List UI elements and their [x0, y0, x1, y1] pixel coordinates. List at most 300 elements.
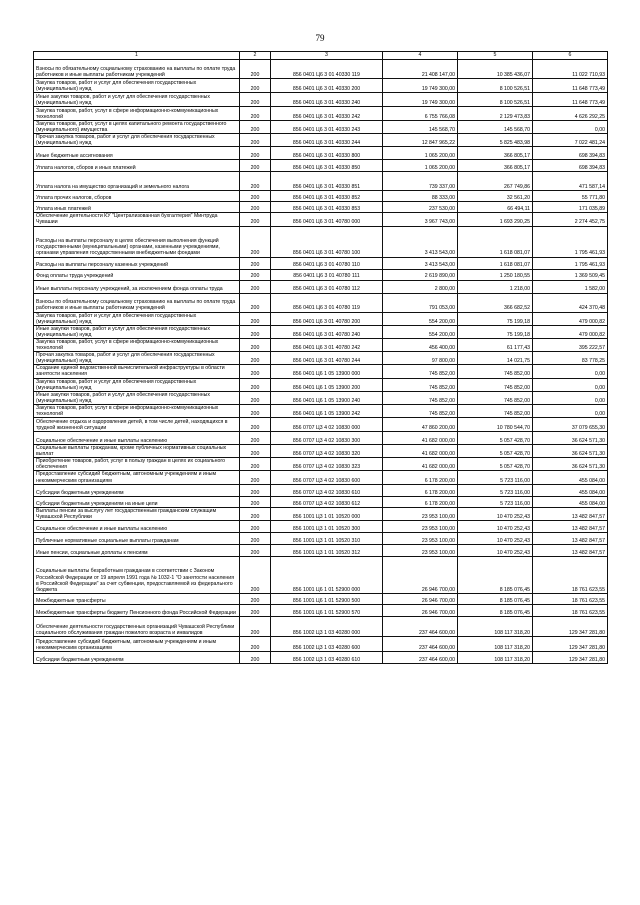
- row-kbk-cell: 856 1001 Ц3 1 01 10520 000: [271, 507, 383, 520]
- row-fact-cell: 75 199,18: [458, 312, 533, 325]
- table-row: [34, 365, 608, 378]
- row-kbk-cell: 856 0401 Ц6 3 01 40330 852: [271, 191, 383, 202]
- row-fact-cell: 1 693 290,25: [458, 213, 533, 226]
- row-fact-cell: 5 057 428,70: [458, 445, 533, 458]
- row-name-cell: Обеспечение деятельности КУ "Централизованная бухгалтерия" Минтруда Чувашии: [34, 213, 240, 226]
- row-kbk-cell: 856 1001 Ц3 1 01 10520 300: [271, 520, 383, 532]
- row-kbk-cell: 856 0401 Ц6 3 01 40780 119: [271, 293, 383, 312]
- row-fact-cell: 8 185 076,45: [458, 593, 533, 604]
- table-row: [34, 172, 608, 191]
- table-row: [34, 616, 608, 636]
- row-name-cell: Уплата налога на имущество организаций и земельного налога: [34, 172, 240, 191]
- row-code-cell: 200: [240, 257, 271, 269]
- row-rest-cell: 698 394,83: [533, 147, 608, 160]
- row-name-cell: Социальное обеспечение и иные выплаты населению: [34, 520, 240, 532]
- row-plan-cell: 2 800,00: [383, 280, 458, 293]
- table-row: [34, 202, 608, 213]
- row-code-cell: 200: [240, 484, 271, 496]
- row-name-cell: Взносы по обязательному социальному страхованию на выплаты по оплате труда работников и иные выплаты работникам учреждений: [34, 60, 240, 79]
- row-name-cell: Закупка товаров, работ и услуг для обеспечения государственных (муниципальных) нужд: [34, 378, 240, 391]
- row-name-cell: Обеспечение деятельности государственных организаций Чувашской Республики социального обслуживания граждан пожилого возраста и инвалидов: [34, 616, 240, 636]
- row-plan-cell: 745 852,00: [383, 404, 458, 417]
- row-fact-cell: 108 117 318,20: [458, 651, 533, 663]
- row-fact-cell: 267 749,86: [458, 172, 533, 191]
- row-name-cell: Иные закупки товаров, работ и услуг для обеспечения государственных (муниципальных) нужд: [34, 391, 240, 404]
- row-code-cell: 200: [240, 378, 271, 391]
- row-code-cell: 200: [240, 60, 271, 79]
- row-kbk-cell: 856 0401 Ц6 3 01 40780 244: [271, 352, 383, 365]
- row-rest-cell: 13 482 847,57: [533, 520, 608, 532]
- row-code-cell: 200: [240, 147, 271, 160]
- row-rest-cell: 36 624 571,30: [533, 445, 608, 458]
- row-code-cell: 200: [240, 458, 271, 471]
- row-name-cell: Фонд оплаты труда учреждений: [34, 269, 240, 280]
- row-kbk-cell: 856 0401 Ц6 3 01 40330 853: [271, 202, 383, 213]
- row-rest-cell: 4 626 292,25: [533, 107, 608, 121]
- row-kbk-cell: 856 0707 Ц3 4 02 10830 610: [271, 484, 383, 496]
- row-plan-cell: 237 464 600,00: [383, 636, 458, 651]
- header-cell: 6: [533, 52, 608, 60]
- table-row: [34, 458, 608, 471]
- row-name-cell: Социальные выплаты гражданам, кроме публичных нормативных социальных выплат: [34, 445, 240, 458]
- table-row: [34, 269, 608, 280]
- row-code-cell: 200: [240, 338, 271, 351]
- row-fact-cell: 5 723 116,00: [458, 496, 533, 507]
- row-kbk-cell: 856 1001 Ц6 1 01 52900 570: [271, 604, 383, 616]
- row-rest-cell: 171 035,89: [533, 202, 608, 213]
- row-code-cell: 200: [240, 352, 271, 365]
- row-rest-cell: 13 482 847,57: [533, 532, 608, 544]
- table-row: [34, 532, 608, 544]
- row-plan-cell: 21 408 147,00: [383, 60, 458, 79]
- row-kbk-cell: 856 1002 Ц3 1 03 40280 000: [271, 616, 383, 636]
- row-fact-cell: 108 117 318,20: [458, 636, 533, 651]
- row-plan-cell: 41 682 000,00: [383, 432, 458, 445]
- row-fact-cell: 745 852,00: [458, 404, 533, 417]
- row-rest-cell: 479 000,82: [533, 325, 608, 338]
- row-rest-cell: 0,00: [533, 121, 608, 134]
- row-fact-cell: 1 250 180,55: [458, 269, 533, 280]
- row-code-cell: 200: [240, 107, 271, 121]
- table-row: [34, 121, 608, 134]
- row-kbk-cell: 856 0401 Ц6 3 01 40330 244: [271, 134, 383, 147]
- row-code-cell: 200: [240, 604, 271, 616]
- row-rest-cell: 455 084,00: [533, 496, 608, 507]
- table-row: [34, 93, 608, 107]
- row-plan-cell: 88 333,00: [383, 191, 458, 202]
- row-plan-cell: 6 755 766,08: [383, 107, 458, 121]
- row-plan-cell: 6 178 200,00: [383, 496, 458, 507]
- row-kbk-cell: 856 0401 Ц6 3 01 40780 240: [271, 325, 383, 338]
- row-code-cell: 200: [240, 556, 271, 593]
- row-name-cell: Публичные нормативные социальные выплаты гражданам: [34, 532, 240, 544]
- row-name-cell: Субсидии бюджетным учреждениям: [34, 484, 240, 496]
- row-rest-cell: 18 761 623,55: [533, 593, 608, 604]
- row-kbk-cell: 856 1002 Ц3 1 03 40280 610: [271, 651, 383, 663]
- table-row: [34, 604, 608, 616]
- row-kbk-cell: 856 0401 Ц6 3 01 40780 110: [271, 257, 383, 269]
- table-row: [34, 60, 608, 79]
- row-code-cell: 200: [240, 93, 271, 107]
- row-plan-cell: 23 953 100,00: [383, 544, 458, 556]
- row-plan-cell: 23 953 100,00: [383, 532, 458, 544]
- row-code-cell: 200: [240, 191, 271, 202]
- row-fact-cell: 5 723 116,00: [458, 484, 533, 496]
- row-code-cell: 200: [240, 280, 271, 293]
- row-rest-cell: 2 274 452,75: [533, 213, 608, 226]
- table-row: [34, 352, 608, 365]
- row-plan-cell: 237 464 600,00: [383, 616, 458, 636]
- row-code-cell: 200: [240, 496, 271, 507]
- row-fact-cell: 1 618 081,07: [458, 226, 533, 257]
- table-row: [34, 445, 608, 458]
- header-row: [34, 52, 608, 60]
- row-code-cell: 200: [240, 593, 271, 604]
- row-code-cell: 200: [240, 520, 271, 532]
- row-name-cell: Закупка товаров, работ и услуг для обеспечения государственных (муниципальных) нужд: [34, 312, 240, 325]
- row-rest-cell: 1 795 461,93: [533, 257, 608, 269]
- header-cell: 2: [240, 52, 271, 60]
- row-fact-cell: 366 805,17: [458, 147, 533, 160]
- row-fact-cell: 10 470 252,43: [458, 520, 533, 532]
- row-rest-cell: 83 778,25: [533, 352, 608, 365]
- row-rest-cell: 395 222,57: [533, 338, 608, 351]
- table-row: [34, 636, 608, 651]
- table-row: [34, 280, 608, 293]
- row-rest-cell: 7 022 481,24: [533, 134, 608, 147]
- row-plan-cell: 237 464 600,00: [383, 651, 458, 663]
- row-kbk-cell: 856 0401 Ц6 3 01 40330 240: [271, 93, 383, 107]
- row-name-cell: Выплаты пенсии за выслугу лет государственным гражданским служащим Чувашской Республики: [34, 507, 240, 520]
- row-kbk-cell: 856 1001 Ц6 1 01 52900 500: [271, 593, 383, 604]
- table-row: [34, 257, 608, 269]
- row-plan-cell: 739 337,00: [383, 172, 458, 191]
- row-fact-cell: 745 852,00: [458, 365, 533, 378]
- row-plan-cell: 23 953 100,00: [383, 507, 458, 520]
- table-row: [34, 134, 608, 147]
- row-code-cell: 200: [240, 172, 271, 191]
- row-code-cell: 200: [240, 636, 271, 651]
- row-code-cell: 200: [240, 404, 271, 417]
- table-row: [34, 391, 608, 404]
- row-fact-cell: 108 117 318,20: [458, 616, 533, 636]
- row-rest-cell: 479 000,82: [533, 312, 608, 325]
- row-rest-cell: 0,00: [533, 404, 608, 417]
- row-fact-cell: 1 618 081,07: [458, 257, 533, 269]
- row-plan-cell: 237 530,00: [383, 202, 458, 213]
- row-name-cell: Закупка товаров, работ, услуг в сфере информационно-коммуникационных технологий: [34, 338, 240, 351]
- row-name-cell: Приобретение товаров, работ, услуг в пользу граждан в целях их социального обеспечения: [34, 458, 240, 471]
- table-row: [34, 651, 608, 663]
- row-fact-cell: 8 100 526,51: [458, 93, 533, 107]
- table-row: [34, 191, 608, 202]
- row-plan-cell: 6 178 200,00: [383, 484, 458, 496]
- row-code-cell: 200: [240, 391, 271, 404]
- row-kbk-cell: 856 0401 Ц6 3 01 40780 000: [271, 213, 383, 226]
- table-row: [34, 520, 608, 532]
- row-name-cell: Расходы на выплаты персоналу казенных учреждений: [34, 257, 240, 269]
- row-rest-cell: 129 347 281,80: [533, 616, 608, 636]
- row-kbk-cell: 856 0707 Ц3 4 02 10830 000: [271, 418, 383, 432]
- row-rest-cell: 1 369 509,45: [533, 269, 608, 280]
- row-rest-cell: 13 482 847,57: [533, 507, 608, 520]
- row-code-cell: 200: [240, 651, 271, 663]
- row-fact-cell: 5 723 116,00: [458, 471, 533, 484]
- row-plan-cell: 19 749 300,00: [383, 93, 458, 107]
- row-plan-cell: 41 682 000,00: [383, 458, 458, 471]
- row-kbk-cell: 856 0401 Ц6 3 01 40330 119: [271, 60, 383, 79]
- table-row: [34, 544, 608, 556]
- row-plan-cell: 6 178 200,00: [383, 471, 458, 484]
- row-rest-cell: 129 347 281,80: [533, 651, 608, 663]
- table-row: [34, 484, 608, 496]
- row-code-cell: 200: [240, 269, 271, 280]
- row-kbk-cell: 856 0707 Ц3 4 02 10830 612: [271, 496, 383, 507]
- row-rest-cell: 18 761 623,55: [533, 556, 608, 593]
- row-plan-cell: 554 200,00: [383, 312, 458, 325]
- row-fact-cell: 32 561,20: [458, 191, 533, 202]
- row-fact-cell: 366 682,52: [458, 293, 533, 312]
- header-cell: 3: [271, 52, 383, 60]
- row-rest-cell: 11 648 773,49: [533, 79, 608, 93]
- row-name-cell: Закупка товаров, работ, услуг в целях капитального ремонта государственного (муниципального) имущества: [34, 121, 240, 134]
- row-name-cell: Социальное обеспечение и иные выплаты населению: [34, 432, 240, 445]
- row-fact-cell: 745 852,00: [458, 391, 533, 404]
- row-kbk-cell: 856 0401 Ц6 3 01 40330 850: [271, 160, 383, 172]
- row-code-cell: 200: [240, 325, 271, 338]
- header-cell: 1: [34, 52, 240, 60]
- row-kbk-cell: 856 0401 Ц6 3 01 40780 242: [271, 338, 383, 351]
- row-fact-cell: 745 852,00: [458, 378, 533, 391]
- row-plan-cell: 12 847 965,22: [383, 134, 458, 147]
- row-name-cell: Расходы на выплаты персоналу в целях обеспечения выполнения функций государственными (муниципальными) органами, казенными учреждениями, органами управления государственными внебюджетными фондами: [34, 226, 240, 257]
- row-code-cell: 200: [240, 532, 271, 544]
- row-code-cell: 200: [240, 293, 271, 312]
- row-rest-cell: 55 771,80: [533, 191, 608, 202]
- row-name-cell: Закупка товаров, работ, услуг в сфере информационно-коммуникационных технологий: [34, 107, 240, 121]
- row-fact-cell: 10 470 252,43: [458, 544, 533, 556]
- row-rest-cell: 471 587,14: [533, 172, 608, 191]
- row-rest-cell: 11 648 773,49: [533, 93, 608, 107]
- row-kbk-cell: 856 0401 Ц6 3 01 40330 851: [271, 172, 383, 191]
- row-code-cell: 200: [240, 202, 271, 213]
- row-fact-cell: 10 470 252,43: [458, 507, 533, 520]
- row-plan-cell: 47 860 200,00: [383, 418, 458, 432]
- row-kbk-cell: 856 0401 Ц6 3 01 40330 200: [271, 79, 383, 93]
- row-name-cell: Иные пенсии, социальные доплаты к пенсиям: [34, 544, 240, 556]
- row-code-cell: 200: [240, 213, 271, 226]
- row-rest-cell: 1 795 461,93: [533, 226, 608, 257]
- row-rest-cell: 36 624 571,30: [533, 458, 608, 471]
- table-row: [34, 418, 608, 432]
- row-plan-cell: 145 568,70: [383, 121, 458, 134]
- row-code-cell: 200: [240, 312, 271, 325]
- row-kbk-cell: 856 0401 Ц6 3 01 40780 100: [271, 226, 383, 257]
- row-code-cell: 200: [240, 121, 271, 134]
- row-plan-cell: 456 400,00: [383, 338, 458, 351]
- table-row: [34, 312, 608, 325]
- row-fact-cell: 5 057 428,70: [458, 458, 533, 471]
- row-name-cell: Закупка товаров, работ, услуг в сфере информационно-коммуникационных технологий: [34, 404, 240, 417]
- row-kbk-cell: 856 0401 Ц6 3 01 40330 242: [271, 107, 383, 121]
- row-kbk-cell: 856 0401 Ц6 3 01 40780 200: [271, 312, 383, 325]
- row-plan-cell: 2 619 890,00: [383, 269, 458, 280]
- row-name-cell: Уплата иных платежей: [34, 202, 240, 213]
- row-code-cell: 200: [240, 616, 271, 636]
- row-kbk-cell: 856 0401 Ц6 1 05 13900 242: [271, 404, 383, 417]
- row-plan-cell: 97 800,00: [383, 352, 458, 365]
- row-kbk-cell: 856 1001 Ц6 1 01 52900 000: [271, 556, 383, 593]
- table-row: [34, 556, 608, 593]
- row-name-cell: Иные бюджетные ассигнования: [34, 147, 240, 160]
- row-fact-cell: 8 185 076,45: [458, 604, 533, 616]
- table-row: [34, 293, 608, 312]
- row-plan-cell: 1 065 200,00: [383, 147, 458, 160]
- row-code-cell: 200: [240, 160, 271, 172]
- row-plan-cell: 745 852,00: [383, 378, 458, 391]
- table-row: [34, 432, 608, 445]
- row-fact-cell: 1 218,00: [458, 280, 533, 293]
- table-row: [34, 325, 608, 338]
- row-plan-cell: 26 946 700,00: [383, 604, 458, 616]
- row-plan-cell: 3 413 543,00: [383, 226, 458, 257]
- row-kbk-cell: 856 0401 Ц6 3 01 40780 112: [271, 280, 383, 293]
- row-plan-cell: 23 953 100,00: [383, 520, 458, 532]
- row-plan-cell: 791 053,00: [383, 293, 458, 312]
- row-plan-cell: 554 200,00: [383, 325, 458, 338]
- row-name-cell: Создание единой ведомственной вычислительной инфраструктуры в области занятости населения: [34, 365, 240, 378]
- row-name-cell: Обеспечение отдыха и оздоровления детей, в том числе детей, находящихся в трудной жизненной ситуации: [34, 418, 240, 432]
- row-kbk-cell: 856 0401 Ц6 3 01 40330 243: [271, 121, 383, 134]
- row-kbk-cell: 856 1001 Ц3 1 01 10520 310: [271, 532, 383, 544]
- row-name-cell: Прочая закупка товаров, работ и услуг для обеспечения государственных (муниципальных) нужд: [34, 352, 240, 365]
- row-rest-cell: 129 347 281,80: [533, 636, 608, 651]
- row-kbk-cell: 856 0401 Ц6 1 05 13900 200: [271, 378, 383, 391]
- row-name-cell: Субсидии бюджетным учреждениям: [34, 651, 240, 663]
- row-rest-cell: 0,00: [533, 378, 608, 391]
- row-rest-cell: 1 582,00: [533, 280, 608, 293]
- row-plan-cell: 26 946 700,00: [383, 556, 458, 593]
- row-name-cell: Предоставление субсидий бюджетным, автономным учреждениям и иным некоммерческим организациям: [34, 471, 240, 484]
- table-row: [34, 160, 608, 172]
- table-row: [34, 507, 608, 520]
- row-fact-cell: 61 177,43: [458, 338, 533, 351]
- row-code-cell: 200: [240, 134, 271, 147]
- row-kbk-cell: 856 0401 Ц6 3 01 40330 800: [271, 147, 383, 160]
- row-kbk-cell: 856 0401 Ц6 1 05 13900 000: [271, 365, 383, 378]
- table-row: [34, 338, 608, 351]
- row-plan-cell: 3 967 743,00: [383, 213, 458, 226]
- table-row: [34, 226, 608, 257]
- row-kbk-cell: 856 0707 Ц3 4 02 10830 320: [271, 445, 383, 458]
- table-row: [34, 471, 608, 484]
- row-plan-cell: 745 852,00: [383, 365, 458, 378]
- row-plan-cell: 745 852,00: [383, 391, 458, 404]
- row-rest-cell: 455 084,00: [533, 484, 608, 496]
- row-fact-cell: 75 199,18: [458, 325, 533, 338]
- row-fact-cell: 10 470 252,43: [458, 532, 533, 544]
- row-name-cell: Межбюджетные трансферты: [34, 593, 240, 604]
- row-rest-cell: 11 022 710,93: [533, 60, 608, 79]
- table-row: [34, 79, 608, 93]
- budget-execution-table: [33, 51, 608, 664]
- row-rest-cell: 36 624 571,30: [533, 432, 608, 445]
- row-name-cell: Субсидии бюджетным учреждениям на иные цели: [34, 496, 240, 507]
- row-name-cell: Закупка товаров, работ и услуг для обеспечения государственных (муниципальных) нужд: [34, 79, 240, 93]
- row-fact-cell: 2 129 473,83: [458, 107, 533, 121]
- row-kbk-cell: 856 0401 Ц6 3 01 40780 111: [271, 269, 383, 280]
- row-fact-cell: 145 568,70: [458, 121, 533, 134]
- row-rest-cell: 37 079 655,30: [533, 418, 608, 432]
- row-code-cell: 200: [240, 418, 271, 432]
- row-fact-cell: 5 825 483,98: [458, 134, 533, 147]
- row-fact-cell: 14 021,75: [458, 352, 533, 365]
- row-plan-cell: 1 065 200,00: [383, 160, 458, 172]
- row-rest-cell: 455 084,00: [533, 471, 608, 484]
- row-kbk-cell: 856 1002 Ц3 1 03 40280 600: [271, 636, 383, 651]
- row-code-cell: 200: [240, 544, 271, 556]
- row-name-cell: Социальные выплаты безработным гражданам в соответствии с Законом Российской Федерации от 19 апреля 1991 года № 1032-1 "О занятости населения в Российской Федерации" за счет субвенции, предоставляемой из федерального бюджета: [34, 556, 240, 593]
- table-row: [34, 496, 608, 507]
- table-row: [34, 147, 608, 160]
- table-row: [34, 107, 608, 121]
- row-name-cell: Иные закупки товаров, работ и услуг для обеспечения государственных (муниципальных) нужд: [34, 325, 240, 338]
- row-code-cell: 200: [240, 445, 271, 458]
- row-code-cell: 200: [240, 79, 271, 93]
- row-rest-cell: 0,00: [533, 365, 608, 378]
- row-name-cell: Иные выплаты персоналу учреждений, за исключением фонда оплаты труда: [34, 280, 240, 293]
- row-rest-cell: 13 482 847,57: [533, 544, 608, 556]
- row-fact-cell: 10 780 544,70: [458, 418, 533, 432]
- row-kbk-cell: 856 1001 Ц3 1 01 10520 312: [271, 544, 383, 556]
- row-kbk-cell: 856 0707 Ц3 4 02 10830 600: [271, 471, 383, 484]
- row-rest-cell: 0,00: [533, 391, 608, 404]
- row-code-cell: 200: [240, 432, 271, 445]
- row-code-cell: 200: [240, 507, 271, 520]
- row-plan-cell: 19 749 300,00: [383, 79, 458, 93]
- row-rest-cell: 424 370,48: [533, 293, 608, 312]
- row-plan-cell: 41 682 000,00: [383, 445, 458, 458]
- header-cell: 5: [458, 52, 533, 60]
- row-kbk-cell: 856 0401 Ц6 1 05 13900 240: [271, 391, 383, 404]
- row-code-cell: 200: [240, 365, 271, 378]
- row-kbk-cell: 856 0707 Ц3 4 02 10830 300: [271, 432, 383, 445]
- row-fact-cell: 66 494,11: [458, 202, 533, 213]
- row-fact-cell: 5 057 428,70: [458, 432, 533, 445]
- page-number: 79: [315, 33, 325, 43]
- row-rest-cell: 18 761 623,55: [533, 604, 608, 616]
- row-fact-cell: 366 805,17: [458, 160, 533, 172]
- row-fact-cell: 8 185 076,45: [458, 556, 533, 593]
- row-plan-cell: 26 946 700,00: [383, 593, 458, 604]
- row-fact-cell: 10 385 436,07: [458, 60, 533, 79]
- row-name-cell: Уплата налогов, сборов и иных платежей: [34, 160, 240, 172]
- row-rest-cell: 698 394,83: [533, 160, 608, 172]
- row-name-cell: Прочая закупка товаров, работ и услуг для обеспечения государственных (муниципальных) нужд: [34, 134, 240, 147]
- row-code-cell: 200: [240, 226, 271, 257]
- table-row: [34, 593, 608, 604]
- table-row: [34, 378, 608, 391]
- row-name-cell: Межбюджетные трансферты бюджету Пенсионного фонда Российской Федерации: [34, 604, 240, 616]
- header-cell: 4: [383, 52, 458, 60]
- row-name-cell: Предоставление субсидий бюджетным, автономным учреждениям и иным некоммерческим организациям: [34, 636, 240, 651]
- row-fact-cell: 8 100 526,51: [458, 79, 533, 93]
- table-row: [34, 404, 608, 417]
- table-body: [34, 52, 608, 664]
- table-row: [34, 213, 608, 226]
- row-name-cell: Взносы по обязательному социальному страхованию на выплаты по оплате труда работников и иные выплаты работникам учреждений: [34, 293, 240, 312]
- row-name-cell: Уплата прочих налогов, сборов: [34, 191, 240, 202]
